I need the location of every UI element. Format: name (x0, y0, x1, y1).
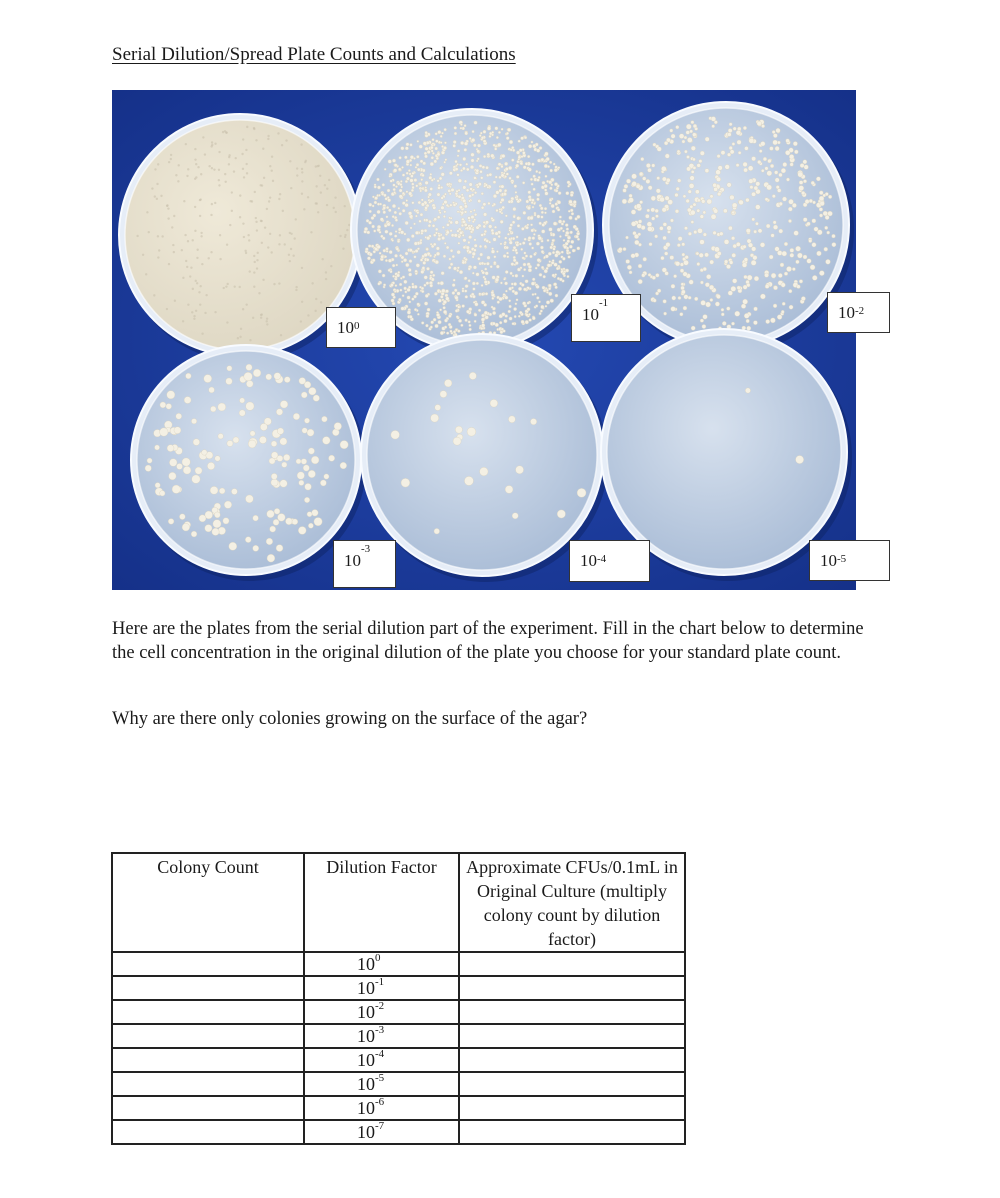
dilution-factor-cell: $10^{-2}$ (304, 1000, 459, 1024)
colony-count-cell[interactable] (112, 1048, 304, 1072)
plate-label-base: 10 (582, 305, 599, 324)
plate-label-10-1: 10 $^{-1}$ (571, 294, 641, 342)
plate-label-10-3: 10 $^{-3}$ (333, 540, 396, 588)
cfu-cell[interactable] (459, 1024, 685, 1048)
plate-label-10-4: 10 $^{-4}$ (569, 540, 650, 582)
cfu-cell[interactable] (459, 976, 685, 1000)
colony-count-cell[interactable] (112, 1072, 304, 1096)
table-row (112, 1120, 685, 1144)
cfu-cell[interactable] (459, 1000, 685, 1024)
plate-label-base: 10 (820, 550, 837, 570)
dilution-factor-cell: $10^{-3}$ (304, 1024, 459, 1048)
petri-plates-photo (112, 90, 856, 590)
table-row (112, 976, 685, 1000)
colony-count-cell[interactable] (112, 1120, 304, 1144)
plate-label-10-0: 10 $^0$ (326, 307, 396, 348)
plate-label-10-2: 10 $^{-2}$ (827, 292, 890, 333)
page-title: Serial Dilution/Spread Plate Counts and Calculations (112, 44, 516, 65)
dilution-factor-cell: $10^{-6}$ (304, 1096, 459, 1120)
dilution-factor-cell: $10^0$ (304, 952, 459, 976)
cfu-cell[interactable] (459, 1072, 685, 1096)
table-row (112, 1096, 685, 1120)
dilution-factor-cell: $10^{-1}$ (304, 976, 459, 1000)
question-text: Why are there only colonies growing on the surface of the agar? (112, 709, 588, 729)
colony-count-cell[interactable] (112, 1024, 304, 1048)
plate-label-base: 10 (344, 551, 361, 570)
plates-illustration (112, 90, 856, 590)
table-row (112, 1072, 685, 1096)
colony-count-cell[interactable] (112, 1096, 304, 1120)
dilution-factor-cell: $10^{-5}$ (304, 1072, 459, 1096)
results-table (111, 852, 686, 1145)
colony-count-cell[interactable] (112, 976, 304, 1000)
plate-label-base: 10 (580, 551, 597, 570)
dilution-factor-cell: $10^{-4}$ (304, 1048, 459, 1072)
table-row (112, 1000, 685, 1024)
plate-label-base: 10 (337, 317, 354, 337)
dilution-factor-cell: $10^{-7}$ (304, 1120, 459, 1144)
cfu-cell[interactable] (459, 1120, 685, 1144)
table-header-row (112, 853, 685, 952)
colony-count-cell[interactable] (112, 952, 304, 976)
cfu-cell[interactable] (459, 1048, 685, 1072)
table-row (112, 1048, 685, 1072)
cfu-cell[interactable] (459, 1096, 685, 1120)
cfu-cell[interactable] (459, 952, 685, 976)
table-row (112, 952, 685, 976)
table-row (112, 1024, 685, 1048)
header-dilution-factor: Dilution Factor (304, 853, 459, 952)
instructions-paragraph: Here are the plates from the serial dilution part of the experiment. Fill in the chart below to determine the cell concentration in the original dilution of the plate you choose for your standard plate count. (112, 619, 864, 663)
header-cfus: Approximate CFUs/0.1mL in Original Culture (multiply colony count by dilution factor) (459, 853, 685, 952)
plate-label-base: 10 (838, 302, 855, 322)
colony-count-cell[interactable] (112, 1000, 304, 1024)
header-colony-count: Colony Count (112, 853, 304, 952)
plate-label-10-5: 10 $^{-5}$ (809, 540, 890, 581)
